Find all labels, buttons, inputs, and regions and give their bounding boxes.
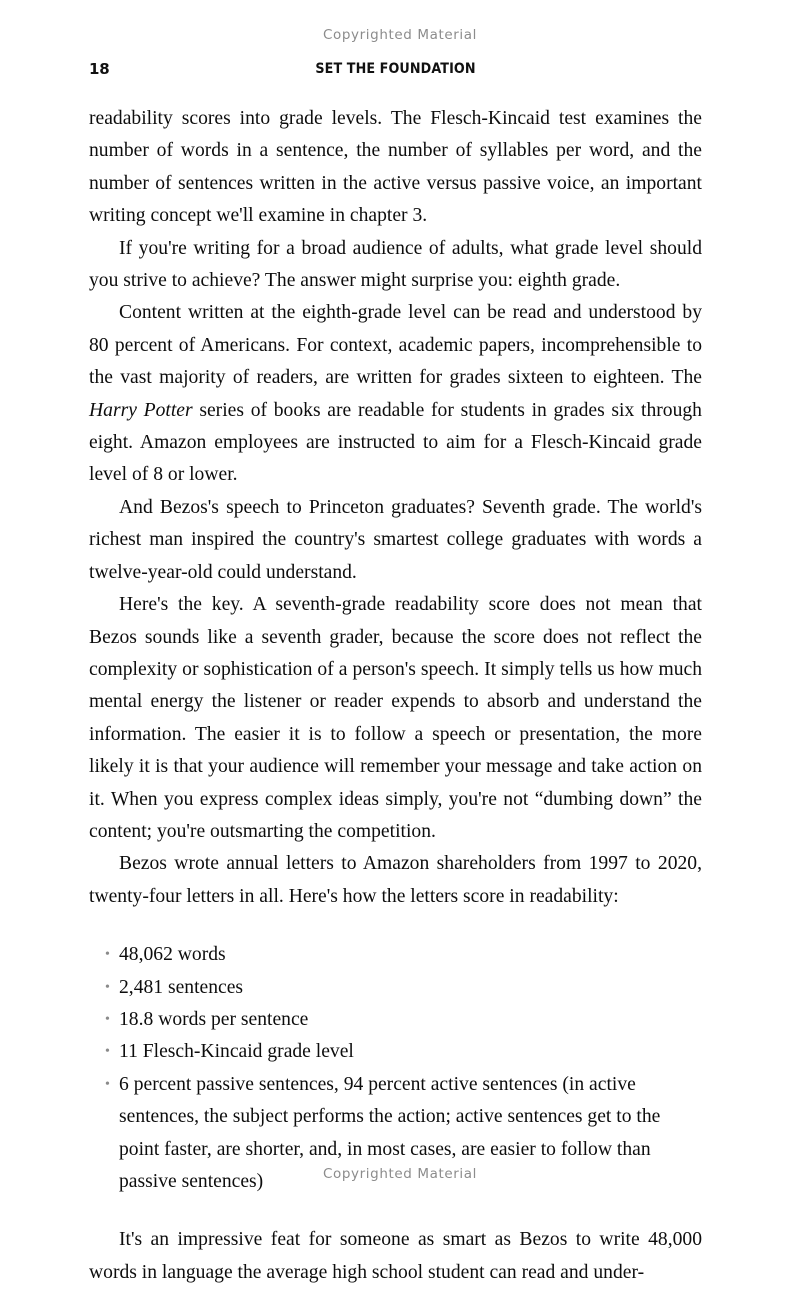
paragraph-3-part-2: series of books are readable for students in grades six through eight. Amazon employees are instructed to aim for a Flesch-Kincaid grade level of 8 or lower.	[89, 399, 702, 486]
list-item	[89, 1004, 702, 1036]
readability-stats-list	[89, 939, 702, 1198]
text-block	[89, 103, 702, 1289]
list-bottom-spacer	[89, 1198, 702, 1224]
list-item-text: 2,481 sentences	[119, 976, 244, 998]
paragraph-1: readability scores into grade levels. The Flesch-Kincaid test examines the number of words in a sentence, the number of syllables per word, and the number of sentences written in the active versus passive voice, an important writing concept we'll examine in chapter 3.	[89, 108, 702, 227]
list-item-text: 6 percent passive sentences, 94 percent active sentences (in active sentences, the subject performs the action; active sentences get to the point faster, are shorter, and, in most cases, are easier to follow than passive sentences)	[119, 1073, 661, 1192]
bullet-icon: •	[105, 1044, 110, 1060]
copyright-watermark-top: Copyrighted Material	[323, 27, 477, 43]
paragraph-7: It's an impressive feat for someone as smart as Bezos to write 48,000 words in language the average high school student can read and under-	[89, 1229, 702, 1283]
list-top-spacer	[89, 913, 702, 939]
paragraph-2: If you're writing for a broad audience of adults, what grade level should you strive to achieve? The answer might surprise you: eighth grade.	[89, 237, 702, 292]
bullet-icon: •	[105, 1011, 110, 1027]
list-item	[89, 1036, 702, 1068]
list-item	[89, 972, 702, 1004]
bullet-icon: •	[105, 979, 110, 995]
bullet-icon: •	[105, 947, 110, 963]
copyright-watermark-bottom: Copyrighted Material	[323, 1166, 477, 1182]
list-item-text: 48,062 words	[119, 944, 226, 966]
paragraph-3	[89, 297, 702, 491]
book-title-harry-potter: Harry Potter	[89, 399, 193, 421]
running-head-row	[89, 60, 702, 82]
paragraph-3-part-1: Content written at the eighth-grade level can be read and understood by 80 percent of Americans. For context, academic papers, incomprehensible to the vast majority of readers, are written for grades sixteen to eighteen. The	[89, 302, 702, 389]
paragraph-4: And Bezos's speech to Princeton graduates? Seventh grade. The world's richest man inspired the country's smartest college graduates with words a twelve-year-old could understand.	[89, 496, 702, 583]
list-item-text: 18.8 words per sentence	[119, 1008, 309, 1030]
page-number: 18	[89, 60, 110, 78]
running-head-title: SET THE FOUNDATION	[315, 61, 476, 77]
list-item	[89, 939, 702, 971]
paragraph-6: Bezos wrote annual letters to Amazon shareholders from 1997 to 2020, twenty-four letters in all. Here's how the letters score in readability:	[89, 853, 702, 907]
bullet-icon: •	[105, 1076, 110, 1092]
paragraph-5: Here's the key. A seventh-grade readability score does not mean that Bezos sounds like a seventh grader, because the score does not reflect the complexity or sophistication of a person's speech. It simply tells us how much mental energy the listener or reader expends to absorb and understand the information. The easier it is to follow a speech or presentation, the more likely it is that your audience will remember your message and take action on it. When you express complex ideas simply, you're not “dumbing down” the content; you're outsmarting the competition.	[89, 594, 702, 842]
list-item-text: 11 Flesch-Kincaid grade level	[119, 1041, 354, 1063]
